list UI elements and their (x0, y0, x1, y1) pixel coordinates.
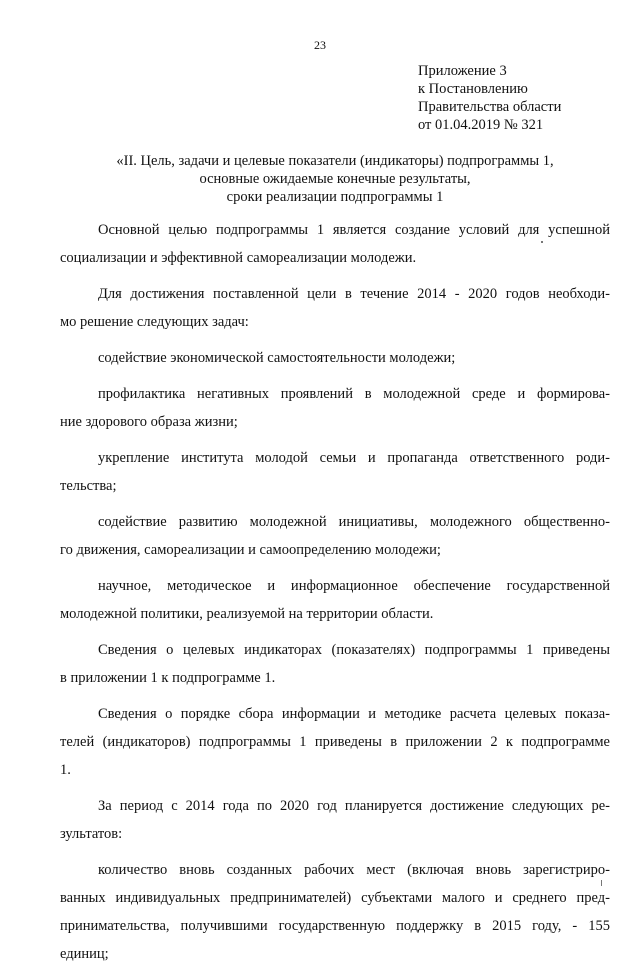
appendix-line: Приложение 3 (418, 63, 507, 79)
appendix-header (418, 62, 618, 134)
paragraph (60, 344, 610, 372)
page-number: 23 (314, 38, 326, 52)
appendix-line: от 01.04.2019 № 321 (418, 117, 544, 133)
paragraph (60, 700, 610, 784)
text-line: профилактика негативных проявлений в молодежной среде и формирова- (98, 386, 610, 402)
body-text (60, 216, 610, 976)
text-line: зультатов: (60, 826, 123, 842)
text-line: содействие развитию молодежной инициативы, молодежного общественно- (98, 514, 610, 530)
paragraph (60, 636, 610, 692)
text-line: Для достижения поставленной цели в течение 2014 - 2020 годов необходи- (98, 286, 610, 302)
text-line: Сведения о порядке сбора информации и методике расчета целевых показа- (98, 706, 610, 722)
text-line: За период с 2014 года по 2020 год планируется достижение следующих ре- (98, 798, 610, 814)
text-line: телей (индикаторов) подпрограммы 1 приведены в приложении 2 к подпрограмме (60, 734, 610, 750)
text-line: молодежной политики, реализуемой на территории области. (60, 606, 434, 622)
appendix-line: Правительства области (418, 99, 562, 115)
scan-speck (541, 241, 543, 243)
text-line: укрепление института молодой семьи и пропаганда ответственного роди- (98, 450, 610, 466)
text-line: социализации и эффективной самореализации молодежи. (60, 250, 417, 266)
text-line: принимательства, получившими государственную поддержку в 2015 году, - 155 (60, 918, 610, 934)
text-line: мо решение следующих задач: (60, 314, 249, 330)
text-line: научное, методическое и информационное обеспечение государственной (98, 578, 610, 594)
paragraph (60, 216, 610, 272)
text-line: Сведения о целевых индикаторах (показателях) подпрограммы 1 приведены (98, 642, 610, 658)
heading-line: «II. Цель, задачи и целевые показатели (индикаторы) подпрограммы 1, (116, 153, 554, 169)
text-line: количество вновь созданных рабочих мест (включая вновь зарегистриро- (98, 862, 610, 878)
text-line: Основной целью подпрограммы 1 является создание условий для успешной (98, 222, 610, 238)
text-line: тельства; (60, 478, 117, 494)
paragraph (60, 572, 610, 628)
heading-line: сроки реализации подпрограммы 1 (226, 189, 444, 205)
text-line: в приложении 1 к подпрограмме 1. (60, 670, 276, 686)
section-heading (60, 152, 610, 206)
heading-line: основные ожидаемые конечные результаты, (199, 171, 471, 187)
text-line: го движения, самореализации и самоопределению молодежи; (60, 542, 441, 558)
text-line: ванных индивидуальных предпринимателей) субъектами малого и среднего пред- (60, 890, 610, 906)
paragraph (60, 792, 610, 848)
text-line: единиц; (60, 946, 109, 962)
paragraph (60, 280, 610, 336)
scan-speck (601, 880, 602, 886)
text-line: содействие экономической самостоятельности молодежи; (98, 350, 456, 366)
text-line: ние здорового образа жизни; (60, 414, 238, 430)
paragraph (60, 380, 610, 436)
appendix-line: к Постановлению (418, 81, 528, 97)
text-line: 1. (60, 762, 71, 778)
paragraph (60, 508, 610, 564)
paragraph (60, 444, 610, 500)
paragraph (60, 856, 610, 968)
